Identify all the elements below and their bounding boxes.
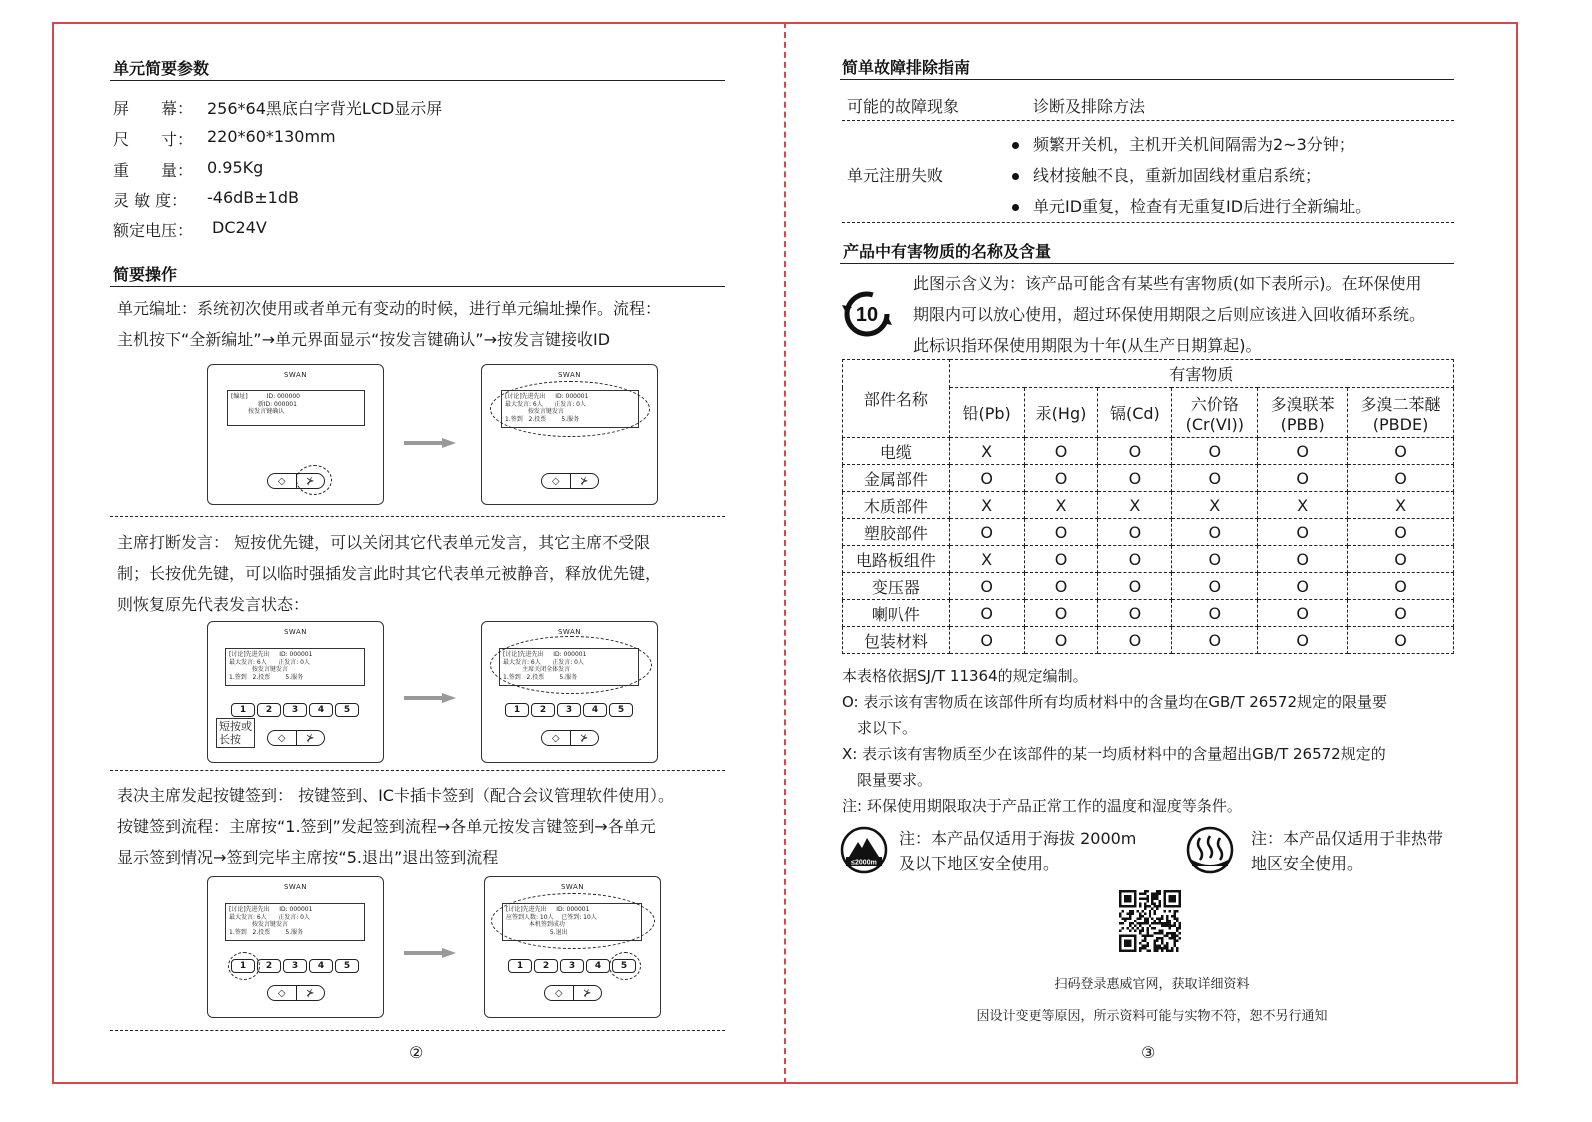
substance-value-cell: O (1258, 519, 1348, 546)
altitude-icon (840, 826, 888, 874)
substance-header (1348, 388, 1454, 438)
table-row (843, 519, 1454, 546)
spec-value: -46dB±1dB (207, 188, 299, 207)
fault-title-rule (840, 79, 1454, 80)
function-keys[interactable] (541, 730, 599, 746)
brand-logo: SWAN (283, 628, 307, 636)
ops-title: 简要操作 (113, 265, 178, 284)
speak-key-icon[interactable]: ⊁ (570, 474, 599, 488)
key-2[interactable]: 2 (257, 703, 281, 717)
substance-value-cell: O (1258, 573, 1348, 600)
table-row (843, 546, 1454, 573)
key-4[interactable]: 4 (583, 703, 607, 717)
key-4[interactable]: 4 (586, 959, 610, 973)
altitude-icon-text: ≤2000m (851, 859, 877, 867)
text-line: 单元编址：系统初次使用或者单元有变动的时候，进行单元编址操作。流程： (117, 299, 662, 318)
number-keys[interactable] (505, 703, 633, 717)
substance-value-cell: X (1172, 492, 1258, 519)
text-line: 则恢复原先代表发言状态： (117, 595, 310, 614)
table-row (843, 438, 1454, 465)
substance-value-cell: O (1098, 465, 1172, 492)
speak-key-icon[interactable]: ⊁ (296, 474, 325, 488)
substance-value-cell: O (1024, 465, 1098, 492)
speak-key-icon[interactable]: ⊁ (573, 986, 602, 1000)
substance-text: (Cr(VI)) (1185, 414, 1244, 434)
table-row (843, 492, 1454, 519)
key-5[interactable]: 5 (609, 703, 633, 717)
number-keys[interactable] (231, 703, 359, 717)
text-line: 主机按下“全新编址”→单元界面显示“按发言键确认”→按发言键接收ID (117, 330, 611, 349)
substance-text: 镉(Cd) (1109, 404, 1160, 423)
lcd-screen: [讨论]先进先出 ID: 000001 应签到人数: 10人 已签到: 10人 本机签到成功 5.退出 (502, 903, 642, 941)
fault-symptom: 单元注册失败 (847, 166, 944, 185)
substance-value-cell: O (949, 600, 1024, 627)
substance-value-cell: O (1098, 546, 1172, 573)
spec-label: 重 量： (113, 161, 194, 180)
function-keys[interactable] (267, 730, 325, 746)
substance-value-cell: O (949, 465, 1024, 492)
note-line: 本表格依据SJ/T 11364的规定编制。 (842, 667, 1088, 685)
highlight-oval (491, 893, 655, 949)
substance-value-cell: O (949, 519, 1024, 546)
text-line: 期限内可以放心使用，超过环保使用期限之后则应该进入回收循环系统。 (913, 305, 1426, 324)
substance-header (1024, 388, 1098, 438)
page-number: ③ (1141, 1043, 1156, 1062)
key-3[interactable]: 3 (557, 703, 581, 717)
highlight-oval (296, 465, 332, 495)
substance-header (1098, 388, 1172, 438)
substance-value-cell: O (1348, 438, 1454, 465)
key-3[interactable]: 3 (283, 959, 307, 973)
key-5[interactable]: 5 (335, 703, 359, 717)
part-name-cell: 电缆 (843, 438, 950, 465)
part-name-cell: 金属部件 (843, 465, 950, 492)
fault-column-solution: 诊断及排除方法 (1033, 97, 1146, 116)
lcd-screen: [编址] ID: 000000 新ID: 000001 按发言键确认 (227, 390, 365, 426)
substance-value-cell: O (1098, 627, 1172, 654)
function-keys[interactable] (544, 985, 602, 1001)
brand-logo: SWAN (557, 628, 581, 636)
fault-bottom-divider (842, 222, 1454, 223)
text-line: 制；长按优先键，可以临时强插发言此时其它代表单元被静音，释放优先键， (117, 564, 662, 583)
substance-value-cell: O (1098, 438, 1172, 465)
substance-text: 汞(Hg) (1035, 404, 1087, 423)
substance-value-cell: O (1348, 546, 1454, 573)
table-row (843, 573, 1454, 600)
fault-fix-text: 频繁开关机，主机开关机间隔需为2~3分钟； (1033, 135, 1355, 154)
brand-logo: SWAN (283, 371, 307, 379)
substance-value-cell: O (1348, 627, 1454, 654)
hazard-table (842, 359, 1454, 654)
substance-value-cell: O (1024, 438, 1098, 465)
part-name-cell: 包装材料 (843, 627, 950, 654)
arrow-right-icon (404, 693, 456, 703)
substance-header (949, 388, 1024, 438)
part-name-cell: 喇叭件 (843, 600, 950, 627)
disclaimer: 因设计变更等原因，所示资料可能与实物不符，恕不另行通知 (976, 1009, 1328, 1024)
substance-value-cell: O (1348, 465, 1454, 492)
press-callout (216, 718, 255, 748)
device-unit-5 (207, 876, 384, 1018)
brand-logo: SWAN (283, 883, 307, 891)
priority-key-icon[interactable]: ◇ (551, 475, 560, 487)
non-tropical-icon (1186, 826, 1234, 874)
fault-fix-text: 线材接触不良，重新加固线材重启系统； (1033, 166, 1322, 185)
part-name-cell: 塑胶部件 (843, 519, 950, 546)
fault-fix-text: 单元ID重复，检查有无重复ID后进行全新编址。 (1033, 197, 1372, 216)
substance-value-cell: O (1098, 573, 1172, 600)
fold-line (784, 22, 786, 1084)
note-line: 求以下。 (842, 719, 918, 737)
specs-title-rule (110, 80, 725, 81)
spec-value: DC24V (212, 218, 267, 237)
note-line: 注：本产品仅适用于非热带 (1251, 829, 1444, 848)
substance-value-cell: O (1258, 465, 1348, 492)
key-5[interactable]: 5 (612, 959, 636, 973)
substance-value-cell: O (949, 627, 1024, 654)
device-unit-1 (207, 364, 384, 505)
part-name-cell: 电路板组件 (843, 546, 950, 573)
ops-title-rule (110, 286, 725, 287)
key-2[interactable]: 2 (534, 959, 558, 973)
section-divider (110, 516, 725, 517)
table-row (843, 465, 1454, 492)
substance-value-cell: O (1024, 546, 1098, 573)
section-divider (110, 1030, 725, 1031)
device-unit-4 (481, 621, 658, 763)
arrow-right-icon (404, 948, 456, 958)
part-name-cell: 木质部件 (843, 492, 950, 519)
substance-value-cell: O (1024, 600, 1098, 627)
key-2[interactable]: 2 (257, 959, 281, 973)
key-3[interactable]: 3 (283, 703, 307, 717)
spec-value: 220*60*130mm (207, 127, 336, 146)
substance-value-cell: O (1348, 573, 1454, 600)
key-4[interactable]: 4 (309, 959, 333, 973)
note-line: 注：本产品仅适用于海拔 2000m (899, 829, 1137, 848)
hazard-intro (913, 268, 1425, 361)
highlight-oval (609, 952, 641, 980)
specs-title: 单元简要参数 (113, 59, 210, 78)
section-addressing-text (117, 293, 661, 355)
section-divider (110, 770, 725, 771)
substance-text: (PBDE) (1372, 414, 1429, 434)
substance-value-cell: O (1172, 573, 1258, 600)
substance-header (1172, 388, 1258, 438)
substance-value-cell: O (1172, 546, 1258, 573)
highlight-oval (490, 381, 650, 437)
key-2[interactable]: 2 (531, 703, 555, 717)
substance-value-cell: O (1258, 600, 1348, 627)
substance-value-cell: O (1172, 519, 1258, 546)
lcd-screen: [讨论]先进先出 ID: 000001 最大发言: 6人 正发言: 0人 按发言键发言 1.签到 2.投票 5.服务 (225, 648, 365, 686)
fault-fix-item (1012, 163, 1321, 186)
qr-code-icon[interactable] (1119, 890, 1181, 952)
key-5[interactable]: 5 (335, 959, 359, 973)
substance-value-cell: X (1024, 492, 1098, 519)
substance-value-cell: X (1348, 492, 1454, 519)
eco-period-number: 10 (855, 304, 879, 326)
hazard-title-rule (840, 263, 1454, 264)
priority-key-icon[interactable]: ◇ (277, 475, 286, 487)
key-4[interactable]: 4 (309, 703, 333, 717)
altitude-note (899, 826, 1136, 876)
device-unit-2 (481, 364, 658, 505)
function-keys[interactable] (541, 473, 599, 489)
substance-value-cell: O (1172, 465, 1258, 492)
note-line: 地区安全使用。 (1251, 854, 1364, 873)
qr-caption: 扫码登录惠威官网，获取详细资料 (1054, 977, 1250, 992)
brand-logo: SWAN (557, 371, 581, 379)
substance-value-cell: O (1098, 519, 1172, 546)
lcd-screen: [讨论]先进先出 ID: 000001 最大发言: 6人 正发言: 0人 主席关闭全体发言 1.签到 2.投票 5.服务 (499, 648, 639, 686)
text-line: 表决主席发起按键签到： 按键签到、IC卡插卡签到（配合会议管理软件使用）。 (117, 786, 674, 805)
priority-key-icon[interactable]: ◇ (277, 987, 286, 999)
section-chair-interrupt-text (117, 527, 661, 620)
substance-value-cell: O (1172, 438, 1258, 465)
spec-label: 额定电压： (113, 221, 194, 240)
brand-logo: SWAN (560, 883, 584, 891)
substance-value-cell: O (1348, 519, 1454, 546)
text-line: 按键签到流程：主席按“1.签到”发起签到流程→各单元按发言键签到→各单元 (117, 817, 656, 836)
table-row (843, 627, 1454, 654)
substance-value-cell: O (1258, 627, 1348, 654)
spec-value: 0.95Kg (207, 158, 264, 177)
substance-value-cell: X (949, 546, 1024, 573)
substance-text: 铅(Pb) (962, 404, 1011, 423)
substance-value-cell: O (1348, 600, 1454, 627)
substance-value-cell: O (1098, 600, 1172, 627)
device-unit-3 (207, 621, 384, 763)
fault-title: 简单故障排除指南 (842, 58, 971, 77)
priority-key-icon[interactable]: ◇ (554, 987, 563, 999)
substance-value-cell: O (1172, 600, 1258, 627)
bullet-icon (1012, 142, 1019, 149)
substance-value-cell: O (1258, 438, 1348, 465)
key-1[interactable]: 1 (508, 959, 532, 973)
device-unit-6 (484, 876, 661, 1018)
lcd-screen: [讨论]先进先出 ID: 000001 最大发言: 6人 正发言: 0人 按发言键发言 1.签到 2.投票 5.服务 (225, 903, 365, 941)
text-line: 此图示含义为：该产品可能含有某些有害物质(如下表所示)。在环保使用 (913, 274, 1422, 293)
note-line: 及以下地区安全使用。 (899, 854, 1060, 873)
substance-value-cell: X (949, 438, 1024, 465)
priority-key-icon[interactable]: ◇ (551, 732, 560, 744)
key-1[interactable]: 1 (231, 959, 255, 973)
substance-value-cell: O (1024, 627, 1098, 654)
spec-label: 屏 幕： (113, 99, 194, 118)
substance-text: 六价铬 (1190, 394, 1239, 414)
key-3[interactable]: 3 (560, 959, 584, 973)
substance-value-cell: O (1024, 519, 1098, 546)
key-1[interactable]: 1 (231, 703, 255, 717)
substance-value-cell: X (1098, 492, 1172, 519)
speak-key-icon[interactable]: ⊁ (296, 986, 325, 1000)
fault-fix-item (1012, 132, 1355, 155)
note-line: 限量要求。 (842, 771, 933, 789)
lcd-screen: [讨论]先进先出 ID: 000001 最大发言: 6人 正发言: 0人 按发言键发言 1.签到 2.投票 5.服务 (501, 390, 639, 428)
table-part-header: 部件名称 (843, 360, 950, 438)
note-line: O: 表示该有害物质在该部件所有均质材料中的含量均在GB/T 26572规定的限量要 (842, 693, 1387, 711)
table-group-header: 有害物质 (949, 360, 1453, 388)
substance-value-cell: X (949, 492, 1024, 519)
spec-label: 尺 寸： (113, 130, 194, 149)
speak-key-icon[interactable]: ⊁ (570, 731, 599, 745)
key-1[interactable]: 1 (505, 703, 529, 717)
text-line: 显示签到情况→签到完毕主席按“5.退出”退出签到流程 (117, 848, 499, 867)
function-keys[interactable] (267, 985, 325, 1001)
substance-value-cell: O (1024, 573, 1098, 600)
page-number: ② (409, 1043, 424, 1062)
eco-period-icon (840, 287, 894, 341)
substance-text: 多溴联苯 (1270, 394, 1335, 414)
section-signin-text (117, 780, 674, 873)
spec-value: 256*64黑底白字背光LCD显示屏 (207, 99, 443, 118)
part-name-cell: 变压器 (843, 573, 950, 600)
bullet-icon (1012, 173, 1019, 180)
highlight-oval (490, 636, 652, 694)
callout-line: 长按 (219, 733, 241, 746)
substance-text: 多溴二苯醚 (1360, 394, 1441, 414)
tropical-note (1251, 826, 1443, 876)
bullet-icon (1012, 204, 1019, 211)
callout-line: 短按或 (219, 720, 252, 733)
substance-header (1258, 388, 1348, 438)
priority-key-icon[interactable]: ◇ (277, 732, 286, 744)
text-line: 主席打断发言： 短按优先键，可以关闭其它代表单元发言，其它主席不受限 (117, 533, 651, 552)
hazard-title: 产品中有害物质的名称及含量 (843, 242, 1052, 261)
hazard-notes (842, 663, 1387, 819)
fault-header-divider (842, 120, 1454, 121)
fault-fix-item (1012, 194, 1371, 217)
text-line: 此标识指环保使用期限为十年(从生产日期算起)。 (913, 336, 1262, 355)
substance-value-cell: O (949, 573, 1024, 600)
highlight-oval (228, 952, 260, 980)
note-line: X: 表示该有害物质至少在该部件的某一均质材料中的含量超出GB/T 26572规定的 (842, 745, 1386, 763)
substance-text: (PBB) (1280, 414, 1325, 434)
fault-column-symptom: 可能的故障现象 (847, 97, 960, 116)
spec-label: 灵 敏 度： (113, 191, 188, 210)
note-line: 注: 环保使用期限取决于产品正常工作的温度和湿度等条件。 (842, 797, 1242, 815)
substance-value-cell: X (1258, 492, 1348, 519)
substance-value-cell: O (1258, 546, 1348, 573)
arrow-right-icon (404, 438, 456, 448)
speak-key-icon[interactable]: ⊁ (296, 731, 325, 745)
table-row (843, 600, 1454, 627)
substance-value-cell: O (1172, 627, 1258, 654)
